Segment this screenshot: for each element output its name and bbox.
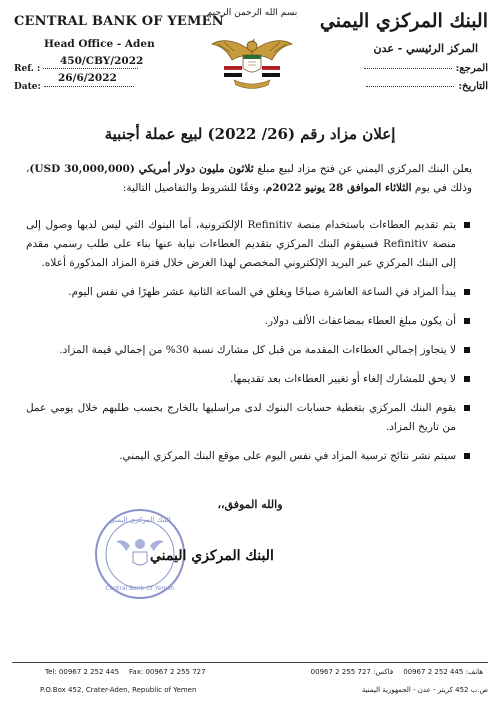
- arabic-office-name: المركز الرئيسي - عدن: [373, 42, 478, 55]
- auction-amount: ثلاثون مليون دولار أمريكي (30,000,000 USD): [29, 163, 254, 175]
- intro-part-3: ، وفقًا للشروط والتفاصيل التالية:: [122, 182, 266, 194]
- condition-item: أن يكون مبلغ العطاء بمضاعفات الألف دولار.: [26, 312, 472, 331]
- condition-item: يقوم البنك المركزي بتغطية حسابات البنوك لدى مراسليها بالخارج بحسب طلبهم خلال يومي عمل من تاريخ المزاد.: [26, 399, 472, 437]
- announcement-title: إعلان مزاد رقم (26/ 2022) لبيع عملة أجنبية: [104, 125, 396, 143]
- arabic-reference-line: [363, 63, 488, 74]
- footer-arabic-fax: فاكس: 727 255 2 00967: [310, 668, 394, 676]
- arabic-bank-name: البنك المركزي اليمني: [319, 10, 488, 32]
- yemen-eagle-emblem-icon: [208, 22, 296, 94]
- english-office-name: Head Office - Aden: [44, 38, 155, 50]
- stamp-arabic-text: البنك المركزي اليمني: [109, 516, 171, 524]
- basmala: بسم الله الرحمن الرحيم: [206, 8, 298, 18]
- condition-item: يتم تقديم العطاءات باستخدام منصة Refinitiv الإلكترونية، أما البنوك التي ليس لديها وصول إلى منصة Refinitiv فسيقوم البنك المركزي بتقديم العطاءات نيابة عنها بناء على طلب رسمي مقدم إلى البنك المركزي عبر البريد الإلكتروني المخصص لهذا الغرض خلال فترة المزاد المذكورة أعلاه.: [26, 216, 472, 273]
- arabic-date-line: [363, 81, 488, 92]
- arabic-date-label: التاريخ:: [458, 81, 488, 92]
- footer-arabic-contacts: [306, 668, 488, 676]
- condition-item: لا يتجاوز إجمالي العطاءات المقدمة من قبل كل مشارك نسبة 30% من إجمالي قيمة المزاد.: [26, 341, 472, 360]
- date-value: 26/6/2022: [58, 72, 117, 84]
- stamp-english-text: Central Bank Of Yemen: [105, 585, 175, 592]
- condition-item: يبدأ المزاد في الساعة العاشرة صباحًا ويغلق في الساعة الثانية عشر ظهرًا في نفس اليوم.: [26, 283, 472, 302]
- reference-number: 450/CBY/2022: [60, 55, 144, 67]
- english-bank-name: CENTRAL BANK OF YEMEN: [14, 14, 224, 29]
- date-label: Date:: [14, 82, 41, 92]
- auction-day: الثلاثاء الموافق 28 يونيو 2022م: [265, 182, 412, 194]
- closing-phrase: والله الموفق،،: [217, 498, 283, 511]
- reference-label: Ref. :: [14, 64, 41, 74]
- intro-paragraph: [26, 160, 472, 198]
- signature: البنك المركزي اليمني: [150, 548, 274, 564]
- footer-english-address: P.O.Box 452, Crater-Aden, Republic of Yemen: [40, 686, 197, 694]
- footer-arabic-tel: هاتف: 445 252 2 00967: [403, 668, 483, 676]
- arabic-reference-label: المرجع:: [455, 63, 488, 74]
- footer-arabic-address: ص.ب 452 كريتر - عدن - الجمهورية اليمنية: [361, 686, 488, 694]
- intro-part-1: يعلن البنك المركزي اليمني عن فتح مزاد لبيع مبلغ: [253, 163, 473, 175]
- footer-divider: [12, 662, 488, 663]
- footer-english-tel: Tel: 00967 2 252 445: [45, 668, 120, 676]
- intro-part-2: ، وذلك في يوم: [26, 163, 472, 194]
- date-line: [14, 82, 139, 92]
- condition-item: لا يحق للمشارك إلغاء أو تغيير العطاءات بعد تقديمها.: [26, 370, 472, 389]
- footer-english-contacts: [40, 668, 211, 676]
- footer-english-fax: Fax: 00967 2 255 727: [129, 668, 206, 676]
- condition-item: سيتم نشر نتائج ترسية المزاد في نفس اليوم على موقع البنك المركزي اليمني.: [26, 447, 472, 466]
- conditions-list: [26, 216, 472, 476]
